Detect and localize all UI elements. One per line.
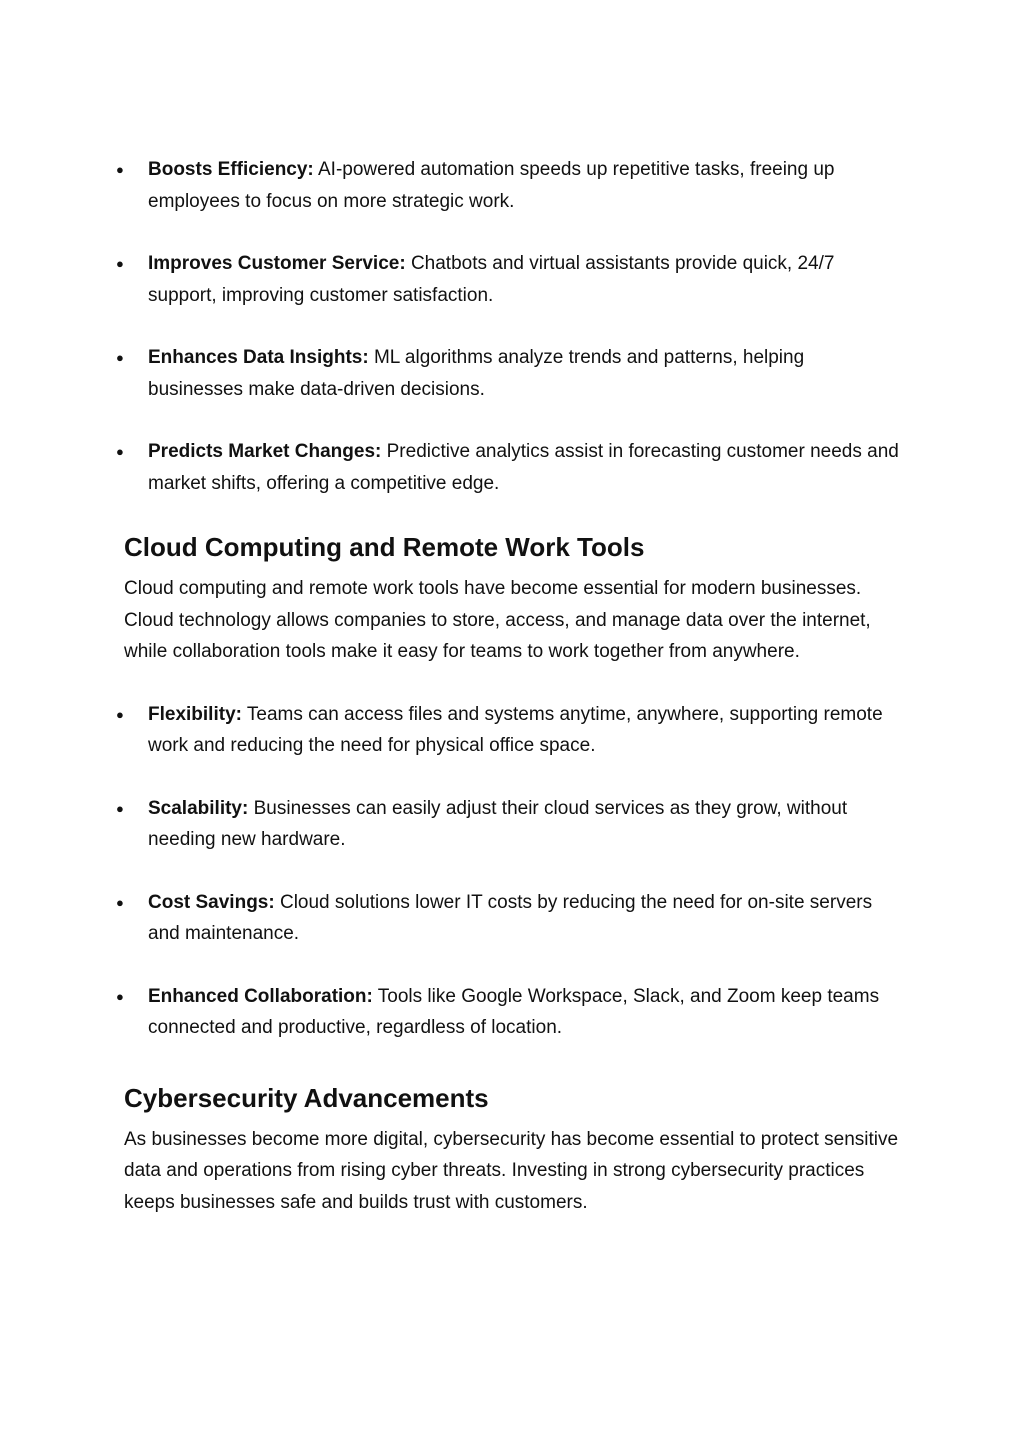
bullet-term: Enhances Data Insights: bbox=[148, 347, 369, 368]
cloud-section-heading: Cloud Computing and Remote Work Tools bbox=[124, 532, 645, 562]
bullet-text: Teams can access files and systems anytime, anywhere, supporting remote work and reducing the need for physical office space. bbox=[148, 703, 883, 756]
bullet-term: Scalability: bbox=[148, 797, 249, 819]
bullet-term: Predicts Market Changes: bbox=[148, 441, 382, 462]
bullet-term: Boosts Efficiency: bbox=[148, 159, 314, 180]
bullet-icon: ● bbox=[116, 256, 124, 271]
cyber-section-paragraph: As businesses become more digital, cybersecurity has become essential to protect sensitive data and operations from rising cyber threats. Investing in strong cybersecurity practices keeps businesses safe and builds trust with customers. bbox=[124, 1128, 899, 1213]
bullet-term: Improves Customer Service: bbox=[148, 253, 406, 274]
bullet-icon: ● bbox=[116, 444, 124, 459]
bullet-text: AI-powered automation speeds up repetitive tasks, freeing up employees to focus on more strategic work. bbox=[148, 159, 835, 212]
list-item bbox=[116, 248, 900, 311]
list-item bbox=[116, 793, 900, 856]
ai-benefits-list bbox=[116, 154, 900, 499]
cloud-benefits-list bbox=[116, 699, 900, 1044]
cyber-section-heading: Cybersecurity Advancements bbox=[124, 1082, 489, 1113]
bullet-text: Businesses can easily adjust their cloud services as they grow, without needing new hardware. bbox=[148, 797, 848, 850]
bullet-icon: ● bbox=[116, 894, 124, 910]
list-item bbox=[116, 154, 900, 217]
bullet-text: Tools like Google Workspace, Slack, and Zoom keep teams connected and productive, regardless of location. bbox=[148, 985, 880, 1038]
document-page bbox=[116, 154, 900, 1249]
bullet-term: Flexibility: bbox=[148, 703, 242, 725]
list-item bbox=[116, 887, 900, 950]
list-item bbox=[116, 699, 900, 762]
bullet-text: Predictive analytics assist in forecasting customer needs and market shifts, offering a competitive edge. bbox=[148, 441, 899, 494]
bullet-icon: ● bbox=[116, 988, 124, 1004]
bullet-icon: ● bbox=[116, 800, 124, 816]
bullet-text: ML algorithms analyze trends and patterns, helping businesses make data-driven decisions. bbox=[148, 347, 805, 400]
cloud-section-paragraph: Cloud computing and remote work tools have become essential for modern businesses. Cloud technology allows companies to store, access, and manage data over the internet, while collaboration tools make it easy for teams to work together from anywhere. bbox=[124, 578, 871, 662]
bullet-term: Enhanced Collaboration: bbox=[148, 985, 373, 1007]
bullet-icon: ● bbox=[116, 350, 124, 365]
list-item bbox=[116, 342, 900, 405]
bullet-icon: ● bbox=[116, 706, 124, 722]
list-item bbox=[116, 981, 900, 1044]
list-item bbox=[116, 436, 900, 499]
bullet-text: Cloud solutions lower IT costs by reducing the need for on-site servers and maintenance. bbox=[148, 891, 873, 944]
bullet-term: Cost Savings: bbox=[148, 891, 275, 913]
bullet-icon: ● bbox=[116, 162, 124, 177]
bullet-text: Chatbots and virtual assistants provide quick, 24/7 support, improving customer satisfaction. bbox=[148, 253, 835, 306]
